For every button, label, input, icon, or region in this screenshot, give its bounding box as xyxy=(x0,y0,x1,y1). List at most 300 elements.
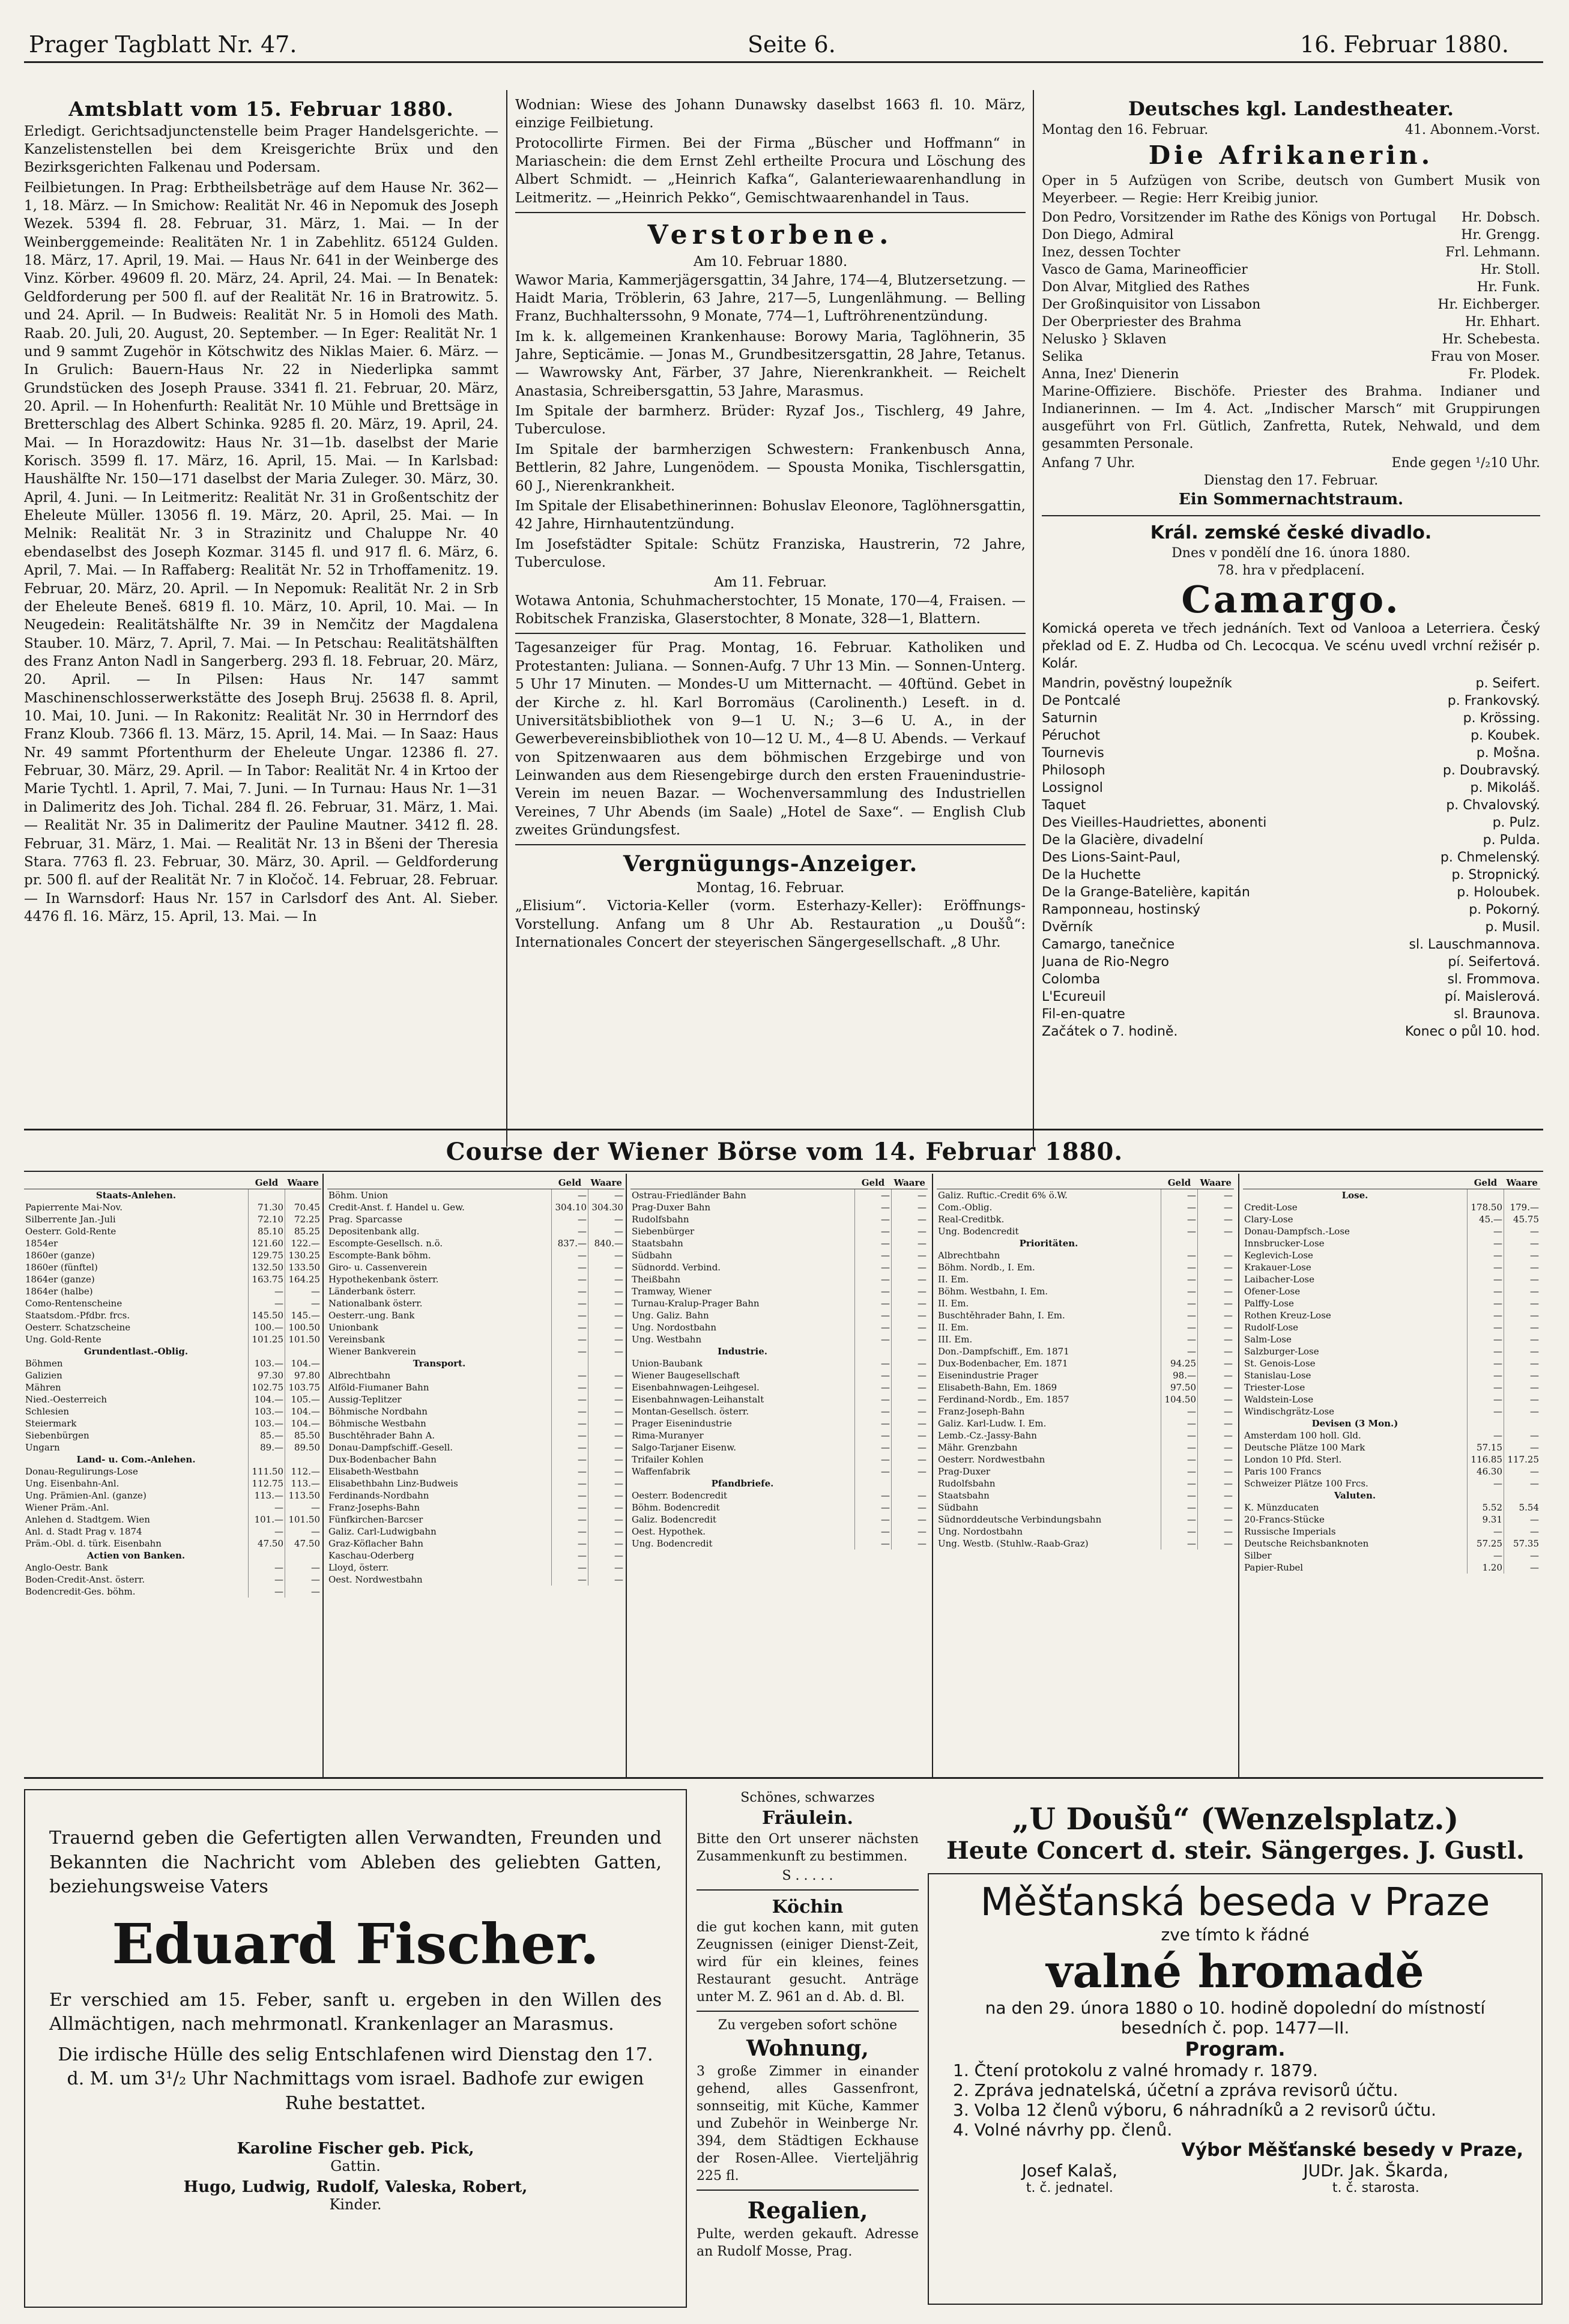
stock-geld: 178.50 xyxy=(1468,1201,1504,1213)
stock-name: Eisenbahnwagen-Leihanstalt xyxy=(632,1394,764,1405)
stock-name: Fünfkirchen-Barcser xyxy=(328,1514,423,1525)
stock-ware: 97.80 xyxy=(285,1369,322,1381)
stock-name: Wiener Baugesellschaft xyxy=(632,1370,740,1381)
ad-koechin-title: Köchin xyxy=(772,1896,844,1918)
stock-name: II. Em. xyxy=(938,1274,969,1285)
table-row xyxy=(937,1465,1234,1477)
stocks-column xyxy=(937,1177,1234,1777)
stock-geld: — xyxy=(855,1213,892,1225)
deaths-text-1: Wawor Maria, Kammerjägersgattin, 34 Jahre, 174—4, Blutzersetzung. — Haidt Maria, Tröblerin, 63 Jahre, 217—5, Lungenlähmung. — Belling Franz, Buchhalterssohn, 9 Monate, 774—1, Luftröhrenentzündung. xyxy=(515,272,1026,325)
stock-ware: 47.50 xyxy=(285,1538,322,1550)
stock-name: Amsterdam 100 holl. Gld. xyxy=(1244,1430,1361,1441)
table-row xyxy=(24,1285,321,1297)
table-row xyxy=(630,1285,928,1297)
stock-name: Ung. Gold-Rente xyxy=(25,1334,101,1345)
stock-name: Ung. Nordostbahn xyxy=(632,1322,716,1333)
stock-name: Ung. Westb. (Stuhlw.-Raab-Graz) xyxy=(938,1538,1089,1549)
stocks-header: Waare xyxy=(588,1177,625,1189)
stock-geld: 97.30 xyxy=(249,1369,285,1381)
ad-regalien-title: Regalien, xyxy=(747,2197,868,2224)
cast-row xyxy=(1042,971,1540,988)
stock-geld xyxy=(249,1453,285,1465)
ad-regalien-text: Pulte, werden gekauft. Adresse an Rudolf Mosse, Prag. xyxy=(697,2227,919,2260)
cast-role: Colomba xyxy=(1042,972,1101,988)
stock-name: Montan-Gesellsch. österr. xyxy=(632,1406,749,1417)
stock-name: Windischgrätz-Lose xyxy=(1244,1406,1335,1417)
stock-ware: — xyxy=(1198,1453,1235,1465)
table-row xyxy=(937,1369,1234,1381)
header-center: Seite 6. xyxy=(748,31,836,58)
stock-geld: — xyxy=(1468,1261,1504,1273)
header-rule xyxy=(24,61,1543,63)
stock-name: Böhmen xyxy=(25,1358,63,1369)
stock-ware: — xyxy=(588,1441,625,1453)
table-row xyxy=(937,1285,1234,1297)
stock-ware: 105.— xyxy=(285,1393,322,1405)
stock-name: Graz-Köflacher Bahn xyxy=(328,1538,424,1549)
stock-name: Steiermark xyxy=(25,1418,77,1429)
stock-geld: — xyxy=(855,1285,892,1297)
table-row xyxy=(937,1189,1234,1202)
stock-geld: — xyxy=(552,1285,588,1297)
column-theatre xyxy=(1042,96,1540,1147)
table-row xyxy=(937,1321,1234,1333)
table-row xyxy=(937,1429,1234,1441)
deaths-title: Verstorbene. xyxy=(647,220,893,251)
cast-row xyxy=(1042,226,1540,244)
stock-name: Donau-Dampfschiff.-Gesell. xyxy=(328,1442,453,1453)
stock-geld: — xyxy=(552,1550,588,1562)
ad-wohnung-title: Wohnung, xyxy=(746,2035,869,2061)
stock-ware: — xyxy=(588,1477,625,1489)
stocks-header xyxy=(630,1177,855,1189)
cast-role: Der Großinquisitor von Lissabon xyxy=(1042,297,1261,312)
stock-name: Ung. Galiz. Bahn xyxy=(632,1310,709,1321)
stock-geld: — xyxy=(1468,1526,1504,1538)
stock-name: Böhm. Bodencredit xyxy=(632,1502,720,1513)
stock-ware xyxy=(892,1477,928,1489)
table-row xyxy=(327,1417,624,1429)
stock-geld: — xyxy=(552,1477,588,1489)
stock-name: Grundentlast.-Oblig. xyxy=(83,1346,189,1357)
stocks-header: Geld xyxy=(249,1177,285,1189)
stock-name: Como-Rentenscheine xyxy=(25,1298,122,1309)
stock-ware: — xyxy=(588,1489,625,1502)
table-row xyxy=(24,1201,321,1213)
header-left: Prager Tagblatt Nr. 47. xyxy=(29,31,297,58)
table-row xyxy=(327,1345,624,1357)
stock-ware: — xyxy=(1504,1249,1541,1261)
stock-ware: — xyxy=(588,1526,625,1538)
stock-geld: 103.— xyxy=(249,1357,285,1369)
stock-ware: 122.— xyxy=(285,1237,322,1249)
stock-name: Waffenfabrik xyxy=(632,1466,691,1477)
stock-name: Prag-Duxer xyxy=(938,1466,991,1477)
header-right: 16. Februar 1880. xyxy=(1300,31,1509,58)
stock-geld: — xyxy=(552,1526,588,1538)
stocks-top-rule xyxy=(24,1129,1543,1130)
table-row xyxy=(937,1345,1234,1357)
stock-name: Ferdinands-Nordbahn xyxy=(328,1490,429,1501)
stock-ware: — xyxy=(892,1309,928,1321)
stock-name: Waldstein-Lose xyxy=(1244,1394,1314,1405)
stock-name: Elisabeth-Westbahn xyxy=(328,1466,419,1477)
stock-geld: — xyxy=(552,1381,588,1393)
stock-ware: — xyxy=(1504,1333,1541,1345)
stock-name: Deutsche Reichsbanknoten xyxy=(1244,1538,1369,1549)
stock-ware: — xyxy=(588,1369,625,1381)
table-row xyxy=(327,1189,624,1202)
stock-ware: — xyxy=(892,1393,928,1405)
column-notices xyxy=(515,96,1026,1147)
stock-geld: — xyxy=(1161,1538,1198,1550)
stock-ware: — xyxy=(892,1441,928,1453)
table-row xyxy=(937,1502,1234,1514)
cast-actor: p. Chmelenský. xyxy=(1440,850,1540,865)
stock-ware xyxy=(285,1550,322,1562)
vergnuegungs-date: Montag, 16. Februar. xyxy=(696,880,845,896)
stock-geld: — xyxy=(1161,1405,1198,1417)
stock-ware: — xyxy=(892,1249,928,1261)
cast-actor: Hr. Dobsch. xyxy=(1461,210,1540,225)
stock-name: Prager Eisenindustrie xyxy=(632,1418,732,1429)
stock-ware: 104.— xyxy=(285,1405,322,1417)
stock-geld: — xyxy=(249,1285,285,1297)
stock-name: Credit-Lose xyxy=(1244,1202,1298,1213)
protocol-firms: Protocollirte Firmen. Bei der Firma „Büscher und Hoffmann“ in Mariaschein: die dem Ernst Zehl ertheilte Procura und Löschung des Albert Schmidt. — „Heinrich Kafka“, Galanteriewaarenhandlung in Leitmeritz. — „Heinrich Pekko“, Gemischtwaarenhandel in Taus. xyxy=(515,135,1026,206)
stock-geld: 85.— xyxy=(249,1429,285,1441)
stock-ware: — xyxy=(1504,1526,1541,1538)
table-row xyxy=(937,1357,1234,1369)
cast-row xyxy=(1042,244,1540,261)
stock-name: Donau-Regulirungs-Lose xyxy=(25,1466,138,1477)
table-row xyxy=(24,1321,321,1333)
stock-ware: — xyxy=(1504,1273,1541,1285)
program-item: 4. Volné návrhy pp. členů. xyxy=(953,2120,1173,2140)
table-row xyxy=(937,1477,1234,1489)
table-row xyxy=(24,1345,321,1357)
cast-actor: p. Stropnický. xyxy=(1451,867,1540,883)
table-row xyxy=(1243,1345,1540,1357)
stock-ware: — xyxy=(892,1453,928,1465)
cast-row xyxy=(1042,261,1540,279)
stock-geld: 103.— xyxy=(249,1405,285,1417)
stock-name: III. Em. xyxy=(938,1334,973,1345)
cast-actor: Hr. Ehhart. xyxy=(1465,314,1540,330)
stock-ware: — xyxy=(588,1273,625,1285)
stock-ware xyxy=(892,1345,928,1357)
stock-name: K. Münzducaten xyxy=(1244,1502,1319,1513)
stock-ware: — xyxy=(1504,1465,1541,1477)
beseda-notice xyxy=(928,1873,1543,2305)
small-ads-column xyxy=(697,1789,919,2305)
stock-ware: — xyxy=(285,1502,322,1514)
table-row xyxy=(327,1429,624,1441)
stock-geld: — xyxy=(552,1333,588,1345)
table-row xyxy=(327,1381,624,1393)
stock-name: Devisen (3 Mon.) xyxy=(1311,1418,1398,1429)
stock-ware: — xyxy=(892,1514,928,1526)
table-row xyxy=(630,1333,928,1345)
stock-geld: — xyxy=(1161,1465,1198,1477)
stock-ware: — xyxy=(588,1538,625,1550)
cast-row xyxy=(1042,348,1540,366)
stock-ware: 72.25 xyxy=(285,1213,322,1225)
stock-ware: 113.— xyxy=(285,1477,322,1489)
table-row xyxy=(1243,1417,1540,1429)
stock-geld: — xyxy=(249,1574,285,1586)
stock-geld: 129.75 xyxy=(249,1249,285,1261)
table-row xyxy=(24,1550,321,1562)
stock-geld: 57.25 xyxy=(1468,1538,1504,1550)
stock-geld: 163.75 xyxy=(249,1273,285,1285)
table-row xyxy=(327,1574,624,1586)
stock-geld: — xyxy=(855,1393,892,1405)
stock-geld: 9.31 xyxy=(1468,1514,1504,1526)
stock-name: Oest. Nordwestbahn xyxy=(328,1574,423,1585)
cast-actor: p. Chvalovský. xyxy=(1446,797,1540,813)
table-row xyxy=(937,1225,1234,1237)
stock-geld: — xyxy=(1468,1357,1504,1369)
mourning-funeral: Die irdische Hülle des selig Entschlafenen wird Dienstag den 17. d. M. um 3¹/₂ Uhr Nachmittags vom israel. Badhofe zur ewigen Ruhe bestattet. xyxy=(58,2044,653,2114)
stock-geld: — xyxy=(552,1321,588,1333)
rule xyxy=(697,2011,919,2012)
stock-name: Lose. xyxy=(1341,1190,1368,1201)
stock-geld: — xyxy=(1161,1429,1198,1441)
stock-name: Alföld-Fiumaner Bahn xyxy=(328,1382,429,1393)
stock-name: Oesterr. Nordwestbahn xyxy=(938,1454,1045,1465)
stock-ware: — xyxy=(892,1297,928,1309)
table-row xyxy=(24,1465,321,1477)
stock-geld: — xyxy=(552,1441,588,1453)
cast-role: Juana de Rio-Negro xyxy=(1042,955,1170,970)
stock-ware: — xyxy=(285,1586,322,1598)
stock-name: Hypothekenbank österr. xyxy=(328,1274,439,1285)
stock-ware: — xyxy=(588,1574,625,1586)
stock-ware: — xyxy=(892,1429,928,1441)
stock-ware: — xyxy=(1504,1550,1541,1562)
stock-name: Prag. Sparcasse xyxy=(328,1214,402,1225)
stock-geld: — xyxy=(1468,1273,1504,1285)
stock-name: Prioritäten. xyxy=(1019,1238,1078,1249)
stock-geld xyxy=(855,1477,892,1489)
cast-actor: Hr. Grengg. xyxy=(1461,227,1540,243)
stock-name: Palffy-Lose xyxy=(1244,1298,1294,1309)
stock-ware: 104.— xyxy=(285,1357,322,1369)
stock-name: Ung. Bodencredit xyxy=(938,1226,1019,1237)
stock-name: Prag-Duxer Bahn xyxy=(632,1202,711,1213)
table-row xyxy=(1243,1261,1540,1273)
stock-geld xyxy=(1468,1189,1504,1202)
stock-geld: — xyxy=(552,1213,588,1225)
stock-name: Böhm. Westbahn, I. Em. xyxy=(938,1286,1048,1297)
stock-name: Böhm. Nordb., I. Em. xyxy=(938,1262,1035,1273)
ad-dousu-text: Heute Concert d. steir. Sängerges. J. Gustl. xyxy=(946,1837,1525,1865)
stock-ware: — xyxy=(285,1574,322,1586)
stock-geld: — xyxy=(855,1465,892,1477)
stock-geld: — xyxy=(552,1465,588,1477)
stock-geld: — xyxy=(552,1502,588,1514)
stock-ware: — xyxy=(588,1405,625,1417)
stock-name: Nationalbank österr. xyxy=(328,1298,423,1309)
stock-name: 1864er (halbe) xyxy=(25,1286,93,1297)
table-row xyxy=(937,1249,1234,1261)
stocks-rule xyxy=(24,1171,1543,1172)
stock-geld: — xyxy=(855,1297,892,1309)
opera-cast-list xyxy=(1042,209,1540,383)
stock-name: Eisenindustrie Prager xyxy=(938,1370,1038,1381)
stock-geld: 104.50 xyxy=(1161,1393,1198,1405)
cast-actor: Hr. Stoll. xyxy=(1480,262,1540,277)
table-row xyxy=(1243,1237,1540,1249)
stock-ware: — xyxy=(285,1562,322,1574)
program-item: 3. Volba 12 členů výboru, 6 náhradníků a 2 revisorů účtu. xyxy=(953,2100,1436,2120)
stock-geld xyxy=(249,1189,285,1202)
table-row xyxy=(24,1189,321,1202)
table-row xyxy=(24,1237,321,1249)
stock-ware: 85.25 xyxy=(285,1225,322,1237)
stock-geld: — xyxy=(855,1417,892,1429)
stock-ware: — xyxy=(892,1538,928,1550)
stock-name: Paris 100 Francs xyxy=(1244,1466,1322,1477)
table-row xyxy=(1243,1225,1540,1237)
cast-actor: Fr. Plodek. xyxy=(1468,367,1540,382)
table-row xyxy=(630,1237,928,1249)
beseda-meeting: valné hromadě xyxy=(1046,1945,1424,1998)
rule xyxy=(697,1889,919,1891)
stock-geld: — xyxy=(1468,1237,1504,1249)
cast-row xyxy=(1042,366,1540,383)
table-row xyxy=(1243,1381,1540,1393)
table-row xyxy=(630,1321,928,1333)
stock-name: Staats-Anlehen. xyxy=(95,1190,177,1201)
stock-geld: — xyxy=(855,1538,892,1550)
stock-name: Escompte-Gesellsch. n.ö. xyxy=(328,1238,443,1249)
table-row xyxy=(24,1273,321,1285)
amtsblatt-title: Amtsblatt vom 15. Februar 1880. xyxy=(68,97,454,121)
stock-ware: — xyxy=(588,1514,625,1526)
stock-ware: — xyxy=(892,1417,928,1429)
table-row xyxy=(1243,1550,1540,1562)
stock-ware: — xyxy=(1504,1285,1541,1297)
cast-role: De la Glacière, divadelní xyxy=(1042,832,1203,848)
stock-ware: — xyxy=(892,1526,928,1538)
table-row xyxy=(630,1393,928,1405)
table-row xyxy=(24,1417,321,1429)
table-row xyxy=(1243,1333,1540,1345)
stock-geld: — xyxy=(1161,1273,1198,1285)
stock-ware: 100.50 xyxy=(285,1321,322,1333)
stock-name: Ung. Nordostbahn xyxy=(938,1526,1023,1537)
stock-name: Union-Baubank xyxy=(632,1358,703,1369)
beseda-sig-2: JUDr. Jak. Škarda, xyxy=(1303,2161,1449,2181)
stock-name: Pfandbriefe. xyxy=(711,1478,774,1489)
table-row xyxy=(24,1357,321,1369)
stock-name: Industrie. xyxy=(717,1346,768,1357)
stock-geld: — xyxy=(1161,1309,1198,1321)
stock-name: Russische Imperials xyxy=(1244,1526,1336,1537)
stock-ware: — xyxy=(1198,1357,1235,1369)
stock-ware: — xyxy=(588,1502,625,1514)
stock-ware: — xyxy=(588,1225,625,1237)
table-row xyxy=(1243,1489,1540,1502)
cast-role: Des Lions-Saint-Paul, xyxy=(1042,850,1181,865)
stock-geld: 47.50 xyxy=(249,1538,285,1550)
stocks-header: Geld xyxy=(1161,1177,1198,1189)
stock-ware: — xyxy=(588,1381,625,1393)
next-title: Ein Sommernachtstraum. xyxy=(1178,490,1404,509)
stock-name: Land- u. Com.-Anlehen. xyxy=(76,1454,196,1465)
stock-ware: — xyxy=(1198,1429,1235,1441)
stock-ware: — xyxy=(588,1309,625,1321)
beseda-program-list xyxy=(929,2060,1541,2140)
stock-geld: — xyxy=(552,1369,588,1381)
opera-end: Ende gegen ¹/₂10 Uhr. xyxy=(1391,456,1540,471)
table-row xyxy=(327,1405,624,1417)
stock-ware: — xyxy=(892,1237,928,1249)
stock-geld: 85.10 xyxy=(249,1225,285,1237)
beseda-when: na den 29. února 1880 o 10. hodině dopolední do místností besedních č. pop. 1477—II. xyxy=(985,1998,1486,2038)
table-row xyxy=(630,1273,928,1285)
stock-ware: — xyxy=(285,1297,322,1309)
stocks-divider xyxy=(1238,1174,1239,1777)
table-row xyxy=(937,1514,1234,1526)
stock-ware: — xyxy=(892,1321,928,1333)
stock-geld: — xyxy=(855,1429,892,1441)
stock-geld: — xyxy=(1468,1550,1504,1562)
stock-ware: — xyxy=(1198,1225,1235,1237)
stock-ware: — xyxy=(1198,1249,1235,1261)
cast-row xyxy=(1042,744,1540,762)
cast-role: Der Oberpriester des Brahma xyxy=(1042,314,1242,330)
table-row xyxy=(630,1514,928,1526)
table-row xyxy=(1243,1405,1540,1417)
stock-ware: — xyxy=(892,1261,928,1273)
ad-fraeulein-sig: S . . . . . xyxy=(782,1868,833,1883)
table-row xyxy=(937,1441,1234,1453)
stock-geld xyxy=(249,1345,285,1357)
stock-name: Oesterr. Schatzscheine xyxy=(25,1322,131,1333)
stock-name: Vereinsbank xyxy=(328,1334,385,1345)
cast-actor: p. Mošna. xyxy=(1476,745,1540,761)
stock-ware: 45.75 xyxy=(1504,1213,1541,1225)
stock-name: Lloyd, österr. xyxy=(328,1562,389,1573)
stock-geld: — xyxy=(1468,1369,1504,1381)
stock-name: Staatsdom.-Pfdbr. frcs. xyxy=(25,1310,130,1321)
table-row xyxy=(327,1309,624,1321)
mourning-wife: Karoline Fischer geb. Pick, xyxy=(237,2140,474,2158)
stock-ware: — xyxy=(892,1333,928,1345)
table-row xyxy=(1243,1465,1540,1477)
stock-ware xyxy=(285,1453,322,1465)
stock-name: Schlesien xyxy=(25,1406,70,1417)
stocks-divider xyxy=(626,1174,627,1777)
stock-name: Laibacher-Lose xyxy=(1244,1274,1314,1285)
table-row xyxy=(327,1538,624,1550)
stock-geld: — xyxy=(1161,1477,1198,1489)
table-row xyxy=(24,1477,321,1489)
stock-ware xyxy=(285,1345,322,1357)
cast-role: Dvĕrník xyxy=(1042,919,1093,935)
stock-name: Böhmische Westbahn xyxy=(328,1418,426,1429)
stock-geld: — xyxy=(1468,1297,1504,1309)
stock-ware: — xyxy=(892,1489,928,1502)
camargo-start: Začátek o 7. hodině. xyxy=(1042,1024,1178,1040)
stock-geld: — xyxy=(1161,1297,1198,1309)
stock-geld: — xyxy=(552,1405,588,1417)
stock-geld: — xyxy=(1161,1514,1198,1526)
mourning-text: Er verschied am 15. Feber, sanft u. ergeben in den Willen des Allmächtigen, nach mehrmonatl. Krankenlager an Marasmus. xyxy=(49,1989,662,2035)
